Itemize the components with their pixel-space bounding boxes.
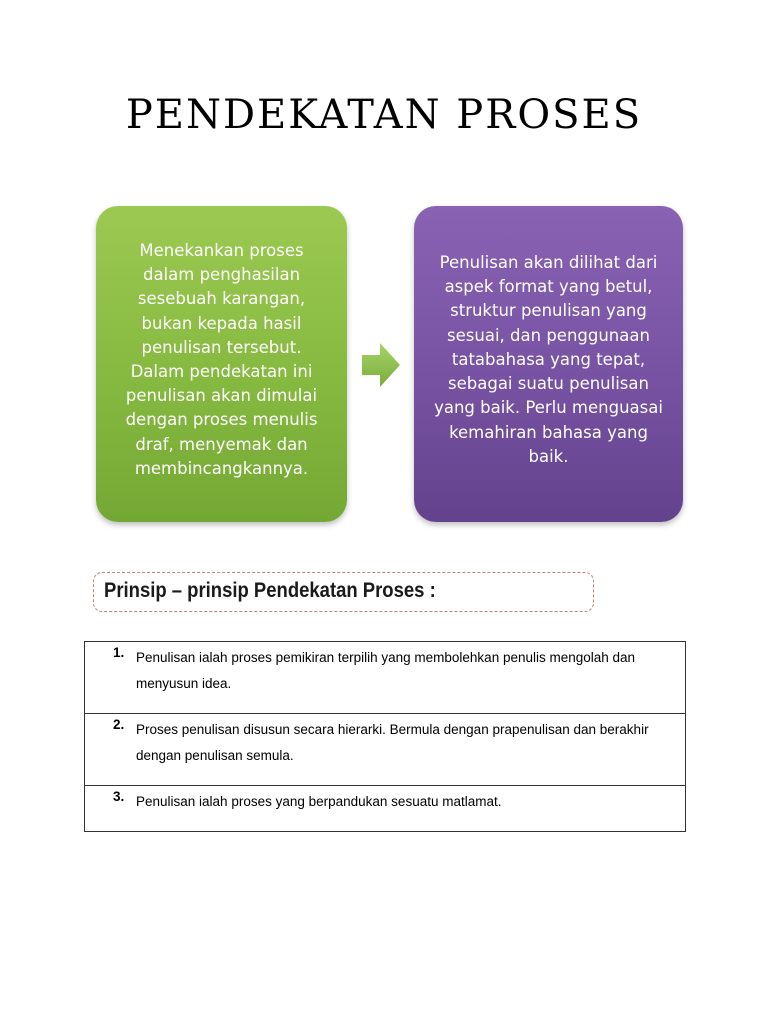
page-title: PENDEKATAN PROSES xyxy=(125,92,643,138)
row-text: Penulisan ialah proses yang berpandukan sesuatu matlamat. xyxy=(136,794,502,809)
table-row xyxy=(85,786,685,831)
row-text: Penulisan ialah proses pemikiran terpilih yang membolehkan penulis mengolah dan menyusun idea. xyxy=(136,650,636,691)
purple-description-box xyxy=(414,206,683,522)
row-number: 3. xyxy=(113,789,125,804)
table-row xyxy=(85,642,685,714)
principles-table xyxy=(84,641,686,832)
section-subtitle: Prinsip – prinsip Pendekatan Proses : xyxy=(104,579,436,602)
row-text: Proses penulisan disusun secara hierarki. Bermula dengan prapenulisan dan berakhir dengan penulisan semula. xyxy=(136,722,649,763)
green-description-box xyxy=(96,206,347,522)
row-number: 2. xyxy=(113,717,125,732)
right-arrow-icon xyxy=(362,343,400,387)
row-number: 1. xyxy=(113,645,125,660)
green-box-text: Menekankan proses dalam penghasilan sesebuah karangan, bukan kepada hasil penulisan tersebut. Dalam pendekatan ini penulisan akan dimulai dengan proses menulis draf, menyemak dan membincangkannya. xyxy=(125,240,318,478)
purple-box-text: Penulisan akan dilihat dari aspek format yang betul, struktur penulisan yang sesuai, dan penggunaan tatabahasa yang tepat, sebagai suatu penulisan yang baik. Perlu menguasai kemahiran bahasa yang baik. xyxy=(434,253,663,466)
table-row xyxy=(85,714,685,786)
